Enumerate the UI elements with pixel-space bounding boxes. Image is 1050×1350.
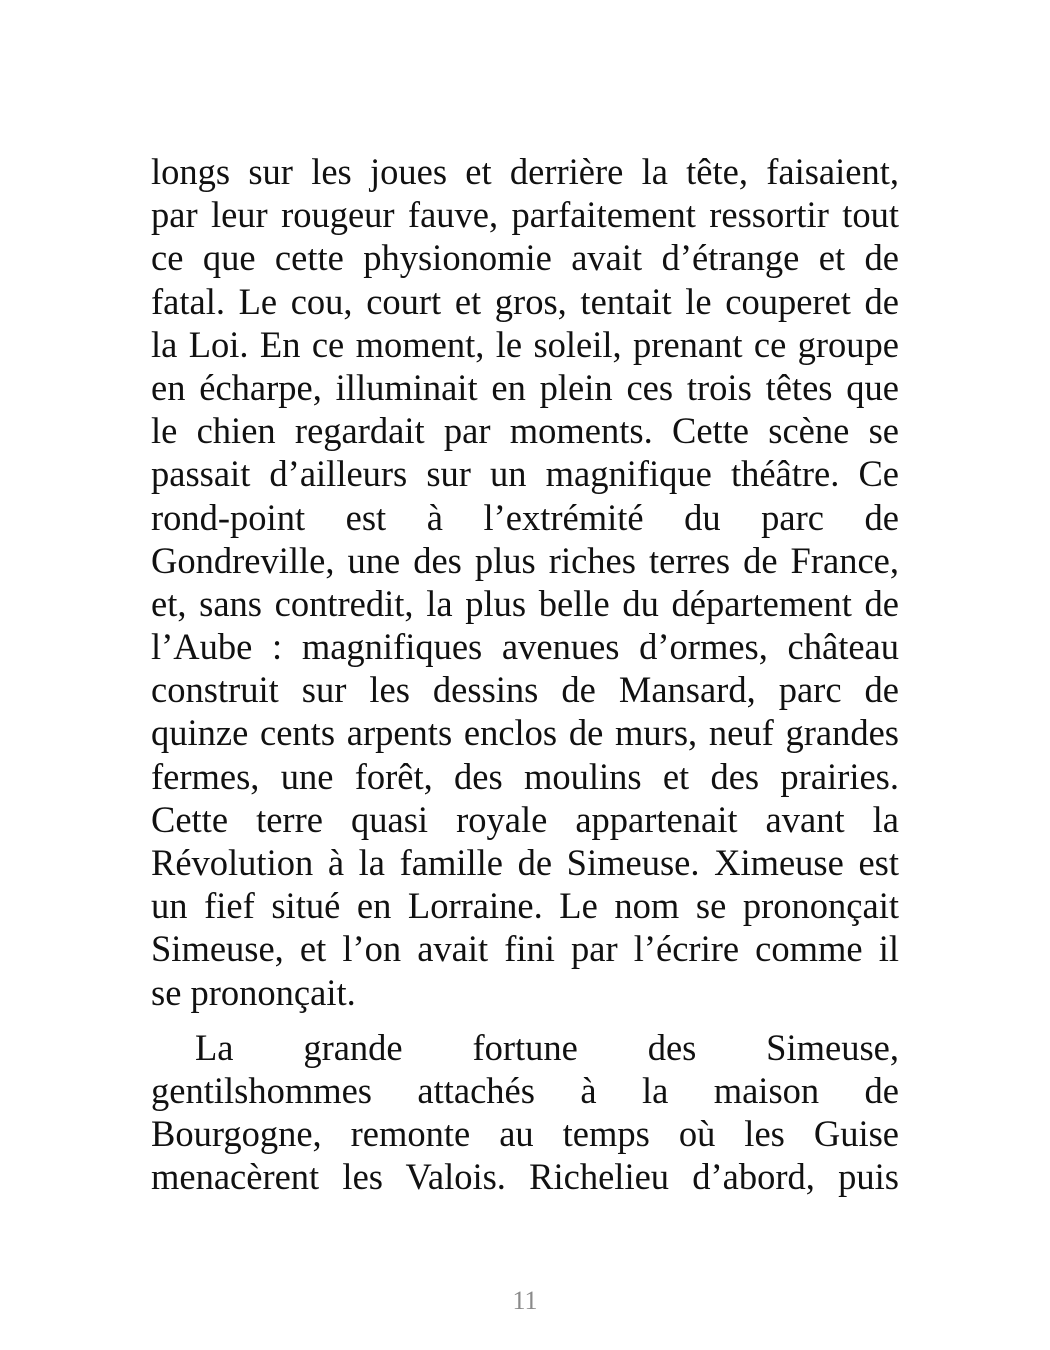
text-line: longs sur les joues et derrière la tête, faisaient,	[151, 151, 899, 192]
page-number: 11	[512, 1286, 538, 1315]
text-line: le chien regardait par moments. Cette scène se	[151, 410, 899, 452]
text-line: par leur rougeur fauve, parfaitement ressortir tout	[151, 194, 899, 236]
paragraph-1	[151, 150, 899, 1014]
text-line: la Loi. En ce moment, le soleil, prenant ce groupe	[151, 323, 899, 365]
paragraph-2	[151, 1026, 899, 1199]
text-line: Bourgogne, remonte au temps où les Guise	[151, 1113, 899, 1155]
text-line: gentilshommes attachés à la maison de	[151, 1069, 899, 1111]
text-line: fermes, une forêt, des moulins et des prairies.	[151, 755, 899, 797]
page-body	[151, 150, 899, 1199]
text-line: menacèrent les Valois. Richelieu d’abord, puis	[151, 1156, 899, 1198]
text-line: Cette terre quasi royale appartenait avant la	[151, 798, 899, 840]
text-line: quinze cents arpents enclos de murs, neuf grandes	[151, 712, 899, 754]
text-line: ce que cette physionomie avait d’étrange et de	[151, 237, 899, 279]
text-line: construit sur les dessins de Mansard, parc de	[151, 669, 899, 711]
text-line: Simeuse, et l’on avait fini par l’écrire comme il	[151, 928, 899, 970]
text-line: passait d’ailleurs sur un magnifique théâtre. Ce	[151, 453, 899, 495]
text-line: La grande fortune des Simeuse,	[195, 1026, 899, 1068]
text-line: se prononçait.	[151, 971, 356, 1013]
text-line: et, sans contredit, la plus belle du département de	[151, 582, 899, 624]
paragraph-spacing	[151, 1014, 899, 1026]
text-line: rond-point est à l’extrémité du parc de	[151, 496, 899, 538]
text-line: Gondreville, une des plus riches terres de France,	[151, 539, 899, 581]
text-line: en écharpe, illuminait en plein ces trois têtes que	[151, 366, 899, 408]
text-line: Révolution à la famille de Simeuse. Ximeuse est	[151, 842, 899, 883]
text-line: fatal. Le cou, court et gros, tentait le couperet de	[151, 280, 899, 322]
text-line: un fief situé en Lorraine. Le nom se prononçait	[151, 885, 899, 927]
text-line: l’Aube : magnifiques avenues d’ormes, château	[151, 626, 899, 668]
